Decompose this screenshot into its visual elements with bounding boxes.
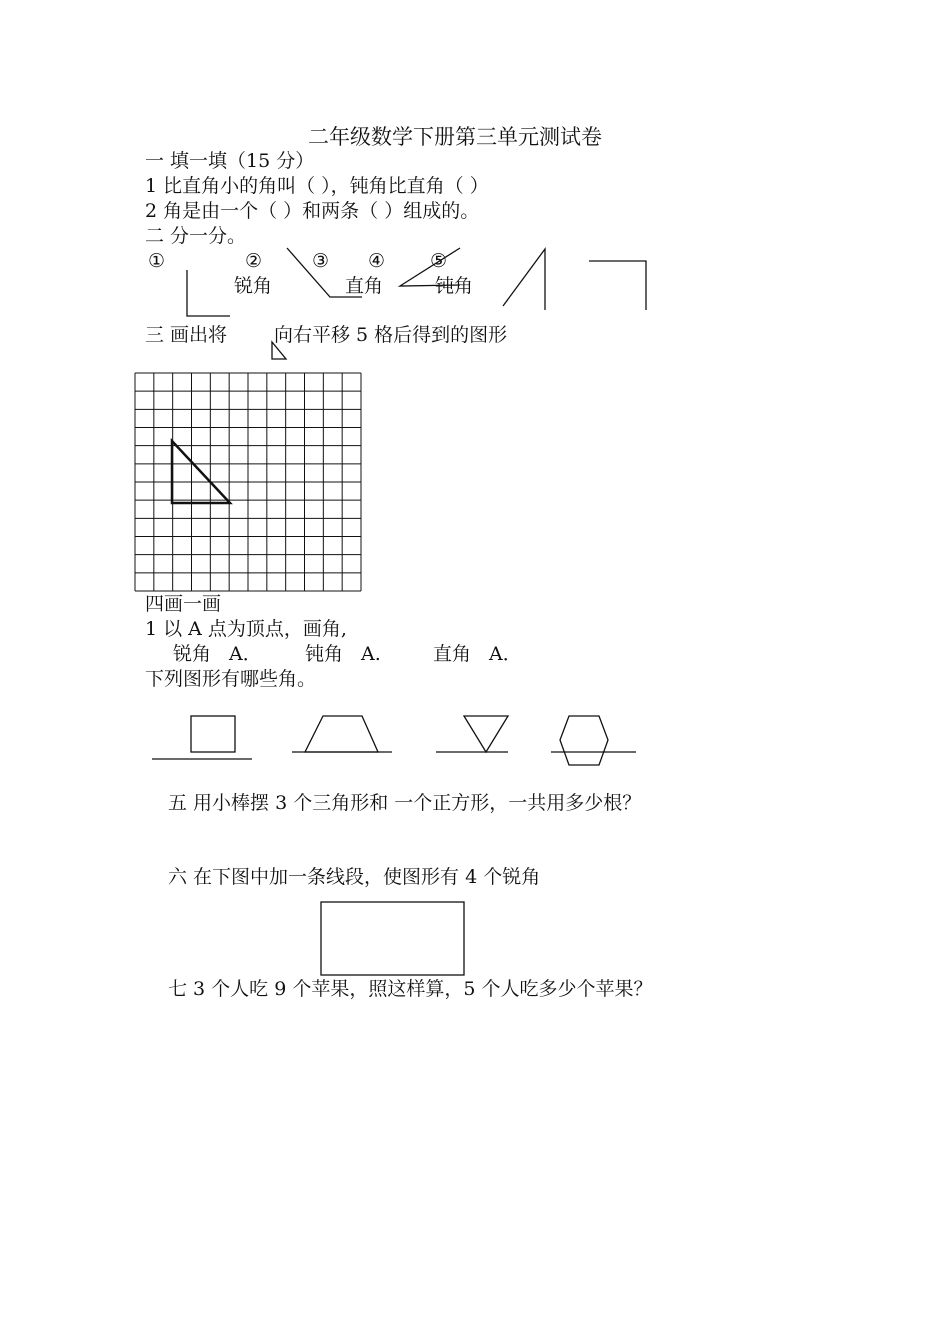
category-right: 直角 xyxy=(345,275,384,297)
section4-question1: 1 以 A 点为顶点，画角, xyxy=(145,618,347,640)
category-obtuse: 钝角 xyxy=(435,275,474,297)
obtuse-angle-point: A. xyxy=(361,643,381,665)
angle-label-2: ② xyxy=(245,250,263,272)
section4-question2: 下列图形有哪些角。 xyxy=(145,668,317,690)
section1-heading: 一 填一填（15 分） xyxy=(145,150,315,172)
angle-label-1: ① xyxy=(148,250,166,272)
right-angle-point: A． xyxy=(489,643,522,665)
section3-heading-start: 三 画出将 xyxy=(145,324,228,346)
section3-heading-end: 向右平移 5 格后得到的图形 xyxy=(274,324,508,346)
page-title: 二年级数学下册第三单元测试卷 xyxy=(308,125,602,149)
right-angle-label: 直角 xyxy=(433,643,472,665)
section7-question: 七 3 个人吃 9 个苹果，照这样算，5 个人吃多少个苹果？ xyxy=(168,978,653,1000)
angle-label-3: ③ xyxy=(312,250,330,272)
acute-angle-point: A． xyxy=(229,643,262,665)
obtuse-angle-label: 钝角 xyxy=(305,643,344,665)
section5-question: 五 用小棒摆 3 个三角形和 一个正方形，一共用多少根？ xyxy=(168,792,642,814)
section1-question1: 1 比直角小的角叫（ ），钝角比直角（ ） xyxy=(145,175,489,197)
category-acute: 锐角 xyxy=(234,275,273,297)
angle-label-5: ⑤ xyxy=(430,250,448,272)
acute-angle-label: 锐角 xyxy=(173,643,212,665)
section4-heading: 四画一画 xyxy=(145,593,222,615)
section6-question: 六 在下图中加一条线段，使图形有 4 个锐角 xyxy=(168,866,541,888)
section1-question2: 2 角是由一个（ ）和两条（ ）组成的。 xyxy=(145,200,480,222)
section2-heading: 二 分一分。 xyxy=(145,225,247,247)
angle-label-4: ④ xyxy=(368,250,386,272)
